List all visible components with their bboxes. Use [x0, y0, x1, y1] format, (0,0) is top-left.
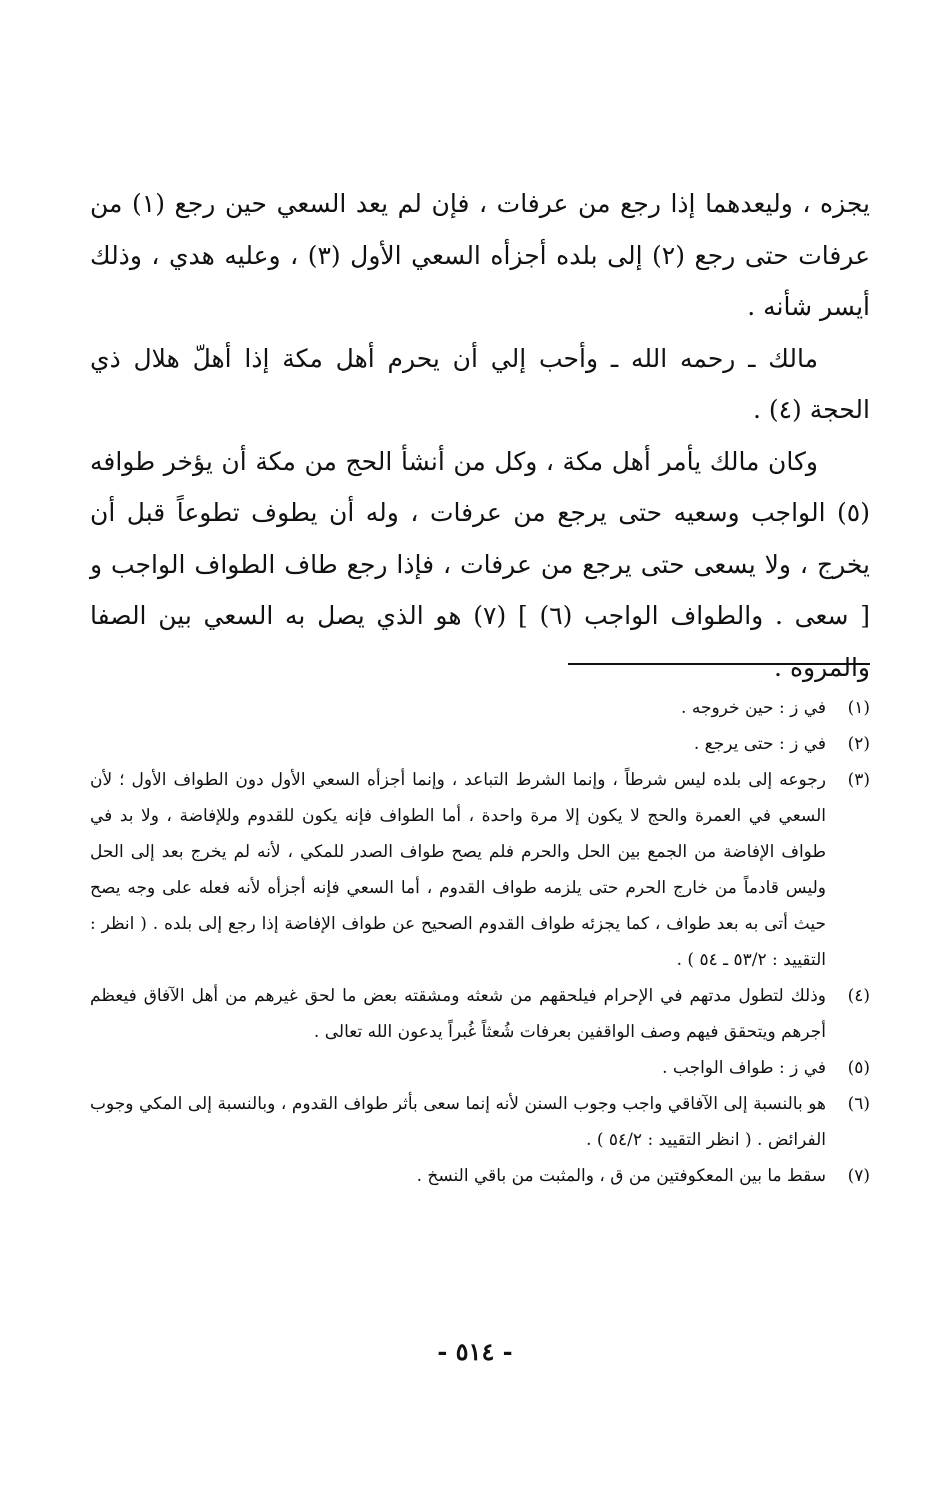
footnote-text: رجوعه إلى بلده ليس شرطاً ، وإنما الشرط التباعد ، وإنما أجزأه السعي الأول دون الطواف الأول ؛ لأن السعي في العمرة والحج لا يكون إلا مرة واحدة ، أما الطواف فإنه يكون للقدوم وللإفاضة ، ولا بد في طواف الإفاضة من الجمع بين الحل والحرم فلم يصح طواف الصدر للمكي ، لأنه لم يخرج بعد إلى الحل وليس قادماً من خارج الحرم حتى يلزمه طواف القدوم ، أما السعي فإنه أجزأه لأنه فعله على وجه يصح حيث أتى به بعد طواف ، كما يجزئه طواف القدوم الصحيح عن طواف الإفاضة إذا رجع إلى بلده . ( انظر : التقييد : ٥٣/٢ ـ ٥٤ ) . [90, 770, 826, 970]
footnote-number: (٧) [847, 1166, 870, 1186]
footnote-text: في ز : طواف الواجب . [662, 1058, 826, 1078]
footnote-item [90, 726, 870, 762]
footnote-number: (٦) [847, 1094, 870, 1114]
footnote-item [90, 978, 870, 1050]
footnote-text: سقط ما بين المعكوفتين من ق ، والمثبت من باقي النسخ . [416, 1166, 826, 1186]
footnote-text: في ز : حتى يرجع . [693, 734, 826, 754]
footnotes-block [90, 690, 870, 1194]
footnote-number: (٥) [847, 1058, 870, 1078]
main-text-block [90, 178, 870, 693]
paragraph-1: يجزه ، وليعدهما إذا رجع من عرفات ، فإن لم يعد السعي حين رجع (١) من عرفات حتى رجع (٢) إلى بلده أجزأه السعي الأول (٣) ، وعليه هدي ، وذلك أيسر شأنه . [90, 189, 871, 321]
footnote-separator [568, 663, 870, 665]
footnote-item [90, 1158, 870, 1194]
footnote-number: (٣) [847, 770, 870, 790]
paragraph-3: وكان مالك يأمر أهل مكة ، وكل من أنشأ الحج من مكة أن يؤخر طوافه (٥) الواجب وسعيه حتى يرجع من عرفات ، وله أن يطوف تطوعاً قبل أن يخرج ، ولا يسعى حتى يرجع من عرفات ، فإذا رجع طاف الطواف الواجب و [ سعى . والطواف الواجب (٦) ] (٧) هو الذي يصل به السعي بين الصفا والمروة . [90, 446, 871, 682]
footnote-item [90, 1086, 870, 1158]
footnote-text: في ز : حين خروجه . [681, 698, 826, 718]
footnote-text: هو بالنسبة إلى الآفاقي واجب وجوب السنن لأنه إنما سعى بأثر طواف القدوم ، وبالنسبة إلى المكي وجوب الفرائض . ( انظر التقييد : ٥٤/٢ ) . [90, 1094, 826, 1150]
footnote-number: (١) [847, 698, 870, 718]
footnote-text: وذلك لتطول مدتهم في الإحرام فيلحقهم من شعثه ومشقته بعض ما لحق غيرهم من أهل الآفاق فيعظم أجرهم ويتحقق فيهم وصف الواقفين بعرفات شُعثاً غُبراً يدعون الله تعالى . [90, 986, 826, 1042]
page-number: - ٥١٤ - [437, 1337, 513, 1366]
footnote-number: (٢) [847, 734, 870, 754]
footnote-number: (٤) [847, 986, 870, 1006]
footnote-item [90, 690, 870, 726]
footnote-item [90, 1050, 870, 1086]
footnote-item [90, 762, 870, 978]
paragraph-2: مالك ـ رحمه الله ـ وأحب إلي أن يحرم أهل مكة إذا أهلّ هلال ذي الحجة (٤) . [90, 343, 870, 424]
